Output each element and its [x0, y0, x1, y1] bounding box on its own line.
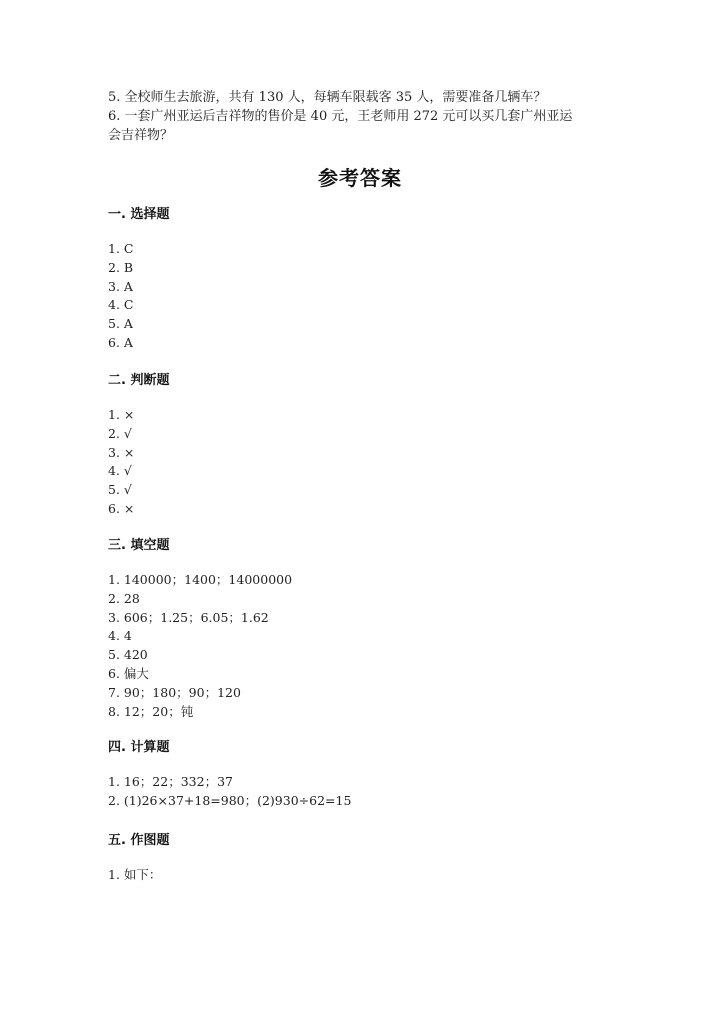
answer-item: 5. 420 — [108, 647, 148, 663]
answer-item: 7. 90；180；90；120 — [108, 684, 241, 700]
answer-item: 6. 偏大 — [108, 665, 149, 681]
section-heading: 二. 判断题 — [108, 373, 170, 388]
section-true-false — [108, 372, 628, 519]
answer-item: 2. B — [108, 259, 134, 275]
answer-item: 2. 28 — [108, 590, 140, 606]
section-heading: 三. 填空题 — [108, 538, 170, 553]
section-heading: 五. 作图题 — [108, 833, 170, 848]
answer-item: 1. 140000；1400；14000000 — [108, 572, 293, 587]
answer-item: 8. 12；20；钝 — [108, 703, 194, 719]
answer-list — [108, 406, 628, 519]
answer-list — [108, 571, 628, 721]
problem-6: 6. 一套广州亚运后吉祥物的售价是 40 元，王老师用 272 元可以买几套广州亚运 — [108, 109, 573, 124]
answer-item: 2. (1)26×37+18=980；(2)930÷62=15 — [108, 792, 352, 808]
section-fill-in-blank — [108, 537, 628, 721]
word-problems — [108, 88, 628, 145]
answer-item: 4. C — [108, 297, 134, 313]
section-heading: 一. 选择题 — [108, 207, 170, 222]
problem-6-continued: 会吉祥物？ — [108, 128, 174, 143]
answer-list — [108, 773, 628, 811]
answer-item: 4. 4 — [108, 628, 132, 644]
answer-item: 1. 如下： — [108, 867, 162, 882]
answer-item: 5. √ — [108, 482, 132, 498]
answer-item: 2. √ — [108, 425, 132, 441]
answer-item: 6. × — [108, 500, 135, 516]
answer-list — [108, 866, 628, 885]
answer-item: 1. 16；22；332；37 — [108, 774, 233, 789]
answer-item: 1. × — [108, 407, 135, 422]
section-drawing — [108, 832, 628, 885]
section-calculation — [108, 739, 628, 811]
answer-list — [108, 240, 628, 353]
problem-5: 5. 全校师生去旅游，共有 130 人，每辆车限载客 35 人，需要准备几辆车？ — [108, 90, 547, 105]
answer-item: 6. A — [108, 334, 133, 350]
answer-item: 3. × — [108, 444, 135, 460]
answer-item: 3. A — [108, 278, 133, 294]
answer-item: 5. A — [108, 316, 133, 332]
answer-item: 4. √ — [108, 463, 132, 479]
answer-key-title: 参考答案 — [318, 166, 402, 190]
section-heading: 四. 计算题 — [108, 740, 170, 755]
answer-item: 1. C — [108, 241, 134, 256]
answer-item: 3. 606；1.25；6.05；1.62 — [108, 609, 269, 625]
section-multiple-choice — [108, 206, 628, 353]
